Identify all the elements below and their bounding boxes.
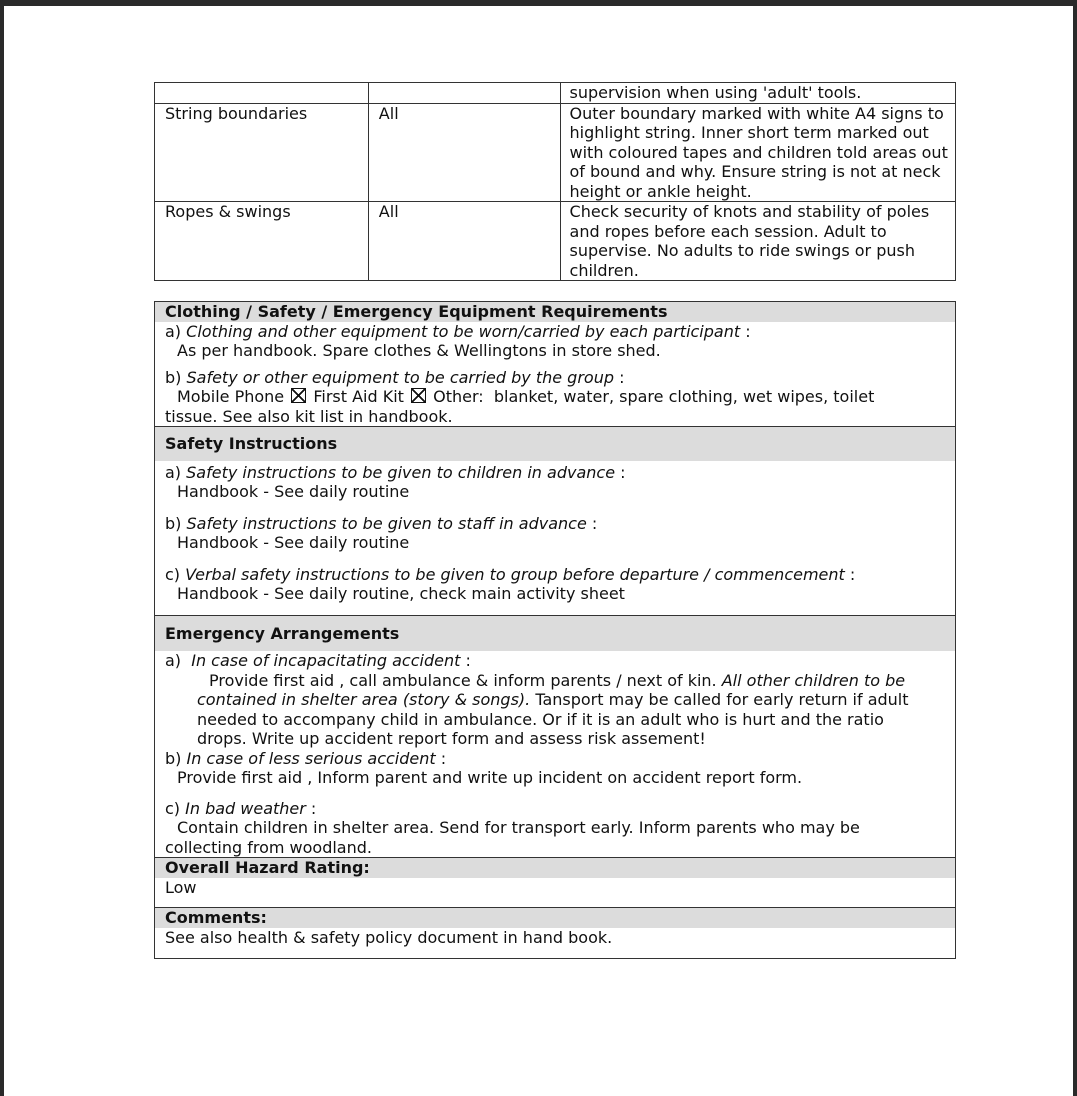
safety-item-a	[155, 463, 955, 483]
item-label: Safety or other equipment to be carried by the group	[186, 367, 614, 387]
comments-heading: Comments:	[155, 908, 955, 928]
who-cell	[368, 83, 560, 104]
emergency-item-a-line2	[155, 690, 955, 710]
emergency-item-a-line1	[155, 671, 955, 691]
other-value: blanket, water, spare clothing, wet wipes, toilet	[493, 387, 875, 406]
item-label: In case of incapacitating accident	[191, 651, 461, 670]
emergency-item-a-line3: needed to accompany child in ambulance. Or if it is an adult who is hurt and the ratio	[197, 709, 884, 729]
item-prefix: a)	[165, 651, 182, 670]
hazard-rating-section	[155, 857, 955, 907]
emergency-item-a	[155, 651, 955, 671]
table-row	[155, 202, 956, 281]
item-suffix: :	[460, 651, 471, 670]
hazard-cell	[155, 83, 369, 104]
document-page	[4, 6, 1073, 1096]
emergency-item-b-value: Provide first aid , Inform parent and write up incident on accident report form.	[177, 768, 803, 787]
emergency-item-a-line4: drops. Write up accident report form and assess risk assement!	[197, 729, 706, 748]
control-cell: Check security of knots and stability of poles and ropes before each session. Adult to supervise. No adults to ride swings or push children.	[560, 202, 955, 281]
safety-section	[155, 426, 955, 615]
emergency-section	[155, 615, 955, 858]
hazard-cell: String boundaries	[155, 103, 369, 202]
other-value-continued: tissue. See also kit list in handbook.	[165, 406, 453, 426]
item-suffix: :	[844, 564, 856, 584]
emergency-item-b	[155, 749, 955, 769]
safety-heading: Safety Instructions	[155, 427, 955, 461]
item-suffix: :	[586, 513, 598, 533]
emergency-item-c	[155, 799, 955, 819]
hazard-rating-value: Low	[165, 877, 197, 897]
emergency-item-c-line1: Contain children in shelter area. Send for transport early. Inform parents who may be	[177, 818, 860, 837]
comments-value: See also health & safety policy document in hand book.	[165, 927, 613, 947]
hazard-table	[154, 82, 956, 281]
other-label: Other:	[433, 387, 484, 406]
item-prefix: c)	[165, 798, 186, 818]
emergency-a-italic: All other children to be	[721, 670, 906, 690]
item-label: Clothing and other equipment to be worn/carried by each participant	[186, 321, 741, 341]
item-prefix: c)	[165, 564, 186, 584]
clothing-item-a	[155, 322, 955, 342]
item-suffix: :	[613, 367, 625, 387]
who-cell: All	[368, 103, 560, 202]
emergency-item-c-line2: collecting from woodland.	[165, 837, 372, 857]
risk-assessment-content	[154, 82, 956, 959]
item-prefix: b)	[165, 367, 187, 387]
safety-item-a-value: Handbook - See daily routine	[177, 482, 410, 501]
emergency-a-text: Tansport may be called for early return if adult	[530, 690, 909, 709]
item-prefix: b)	[165, 748, 187, 768]
control-cell: supervision when using 'adult' tools.	[560, 83, 955, 104]
item-label: Safety instructions to be given to children in advance	[186, 462, 616, 482]
item-suffix: :	[435, 748, 447, 768]
who-cell: All	[368, 202, 560, 281]
checked-checkbox-icon	[411, 388, 426, 403]
mobile-phone-label: Mobile Phone	[177, 387, 285, 406]
item-label: Verbal safety instructions to be given to group before departure / commencement	[185, 564, 845, 584]
equipment-line	[155, 387, 955, 407]
hazard-rating-heading: Overall Hazard Rating:	[155, 858, 955, 878]
first-aid-kit-label: First Aid Kit	[313, 387, 404, 406]
item-prefix: a)	[165, 321, 187, 341]
item-suffix: :	[305, 798, 317, 818]
emergency-a-text: Provide first aid , call ambulance & inform parents / next of kin.	[209, 670, 722, 690]
table-row	[155, 103, 956, 202]
hazard-cell: Ropes & swings	[155, 202, 369, 281]
item-label: In bad weather	[185, 798, 306, 818]
safety-item-c	[155, 565, 955, 585]
clothing-heading: Clothing / Safety / Emergency Equipment Requirements	[155, 302, 955, 322]
clothing-item-b	[155, 368, 955, 388]
emergency-heading: Emergency Arrangements	[155, 616, 955, 652]
safety-item-b-value: Handbook - See daily routine	[177, 533, 410, 552]
clothing-item-a-value: As per handbook. Spare clothes & Wellingtons in store shed.	[177, 341, 661, 360]
table-row	[155, 83, 956, 104]
item-prefix: b)	[165, 513, 187, 533]
safety-item-b	[155, 514, 955, 534]
item-suffix: :	[615, 462, 626, 482]
emergency-a-italic: contained in shelter area (story & songs).	[197, 690, 531, 709]
control-cell: Outer boundary marked with white A4 signs to highlight string. Inner short term marked out with coloured tapes and children told areas out of bound and why. Ensure string is not at neck height or ankle height.	[560, 103, 955, 202]
item-prefix: a)	[165, 462, 187, 482]
checked-checkbox-icon	[291, 388, 306, 403]
item-suffix: :	[740, 321, 751, 341]
comments-section	[155, 907, 955, 958]
item-label: In case of less serious accident	[186, 748, 436, 768]
clothing-section	[155, 302, 955, 426]
item-label: Safety instructions to be given to staff in advance	[186, 513, 587, 533]
safety-item-c-value: Handbook - See daily routine, check main activity sheet	[177, 584, 625, 603]
requirements-box	[154, 301, 956, 959]
